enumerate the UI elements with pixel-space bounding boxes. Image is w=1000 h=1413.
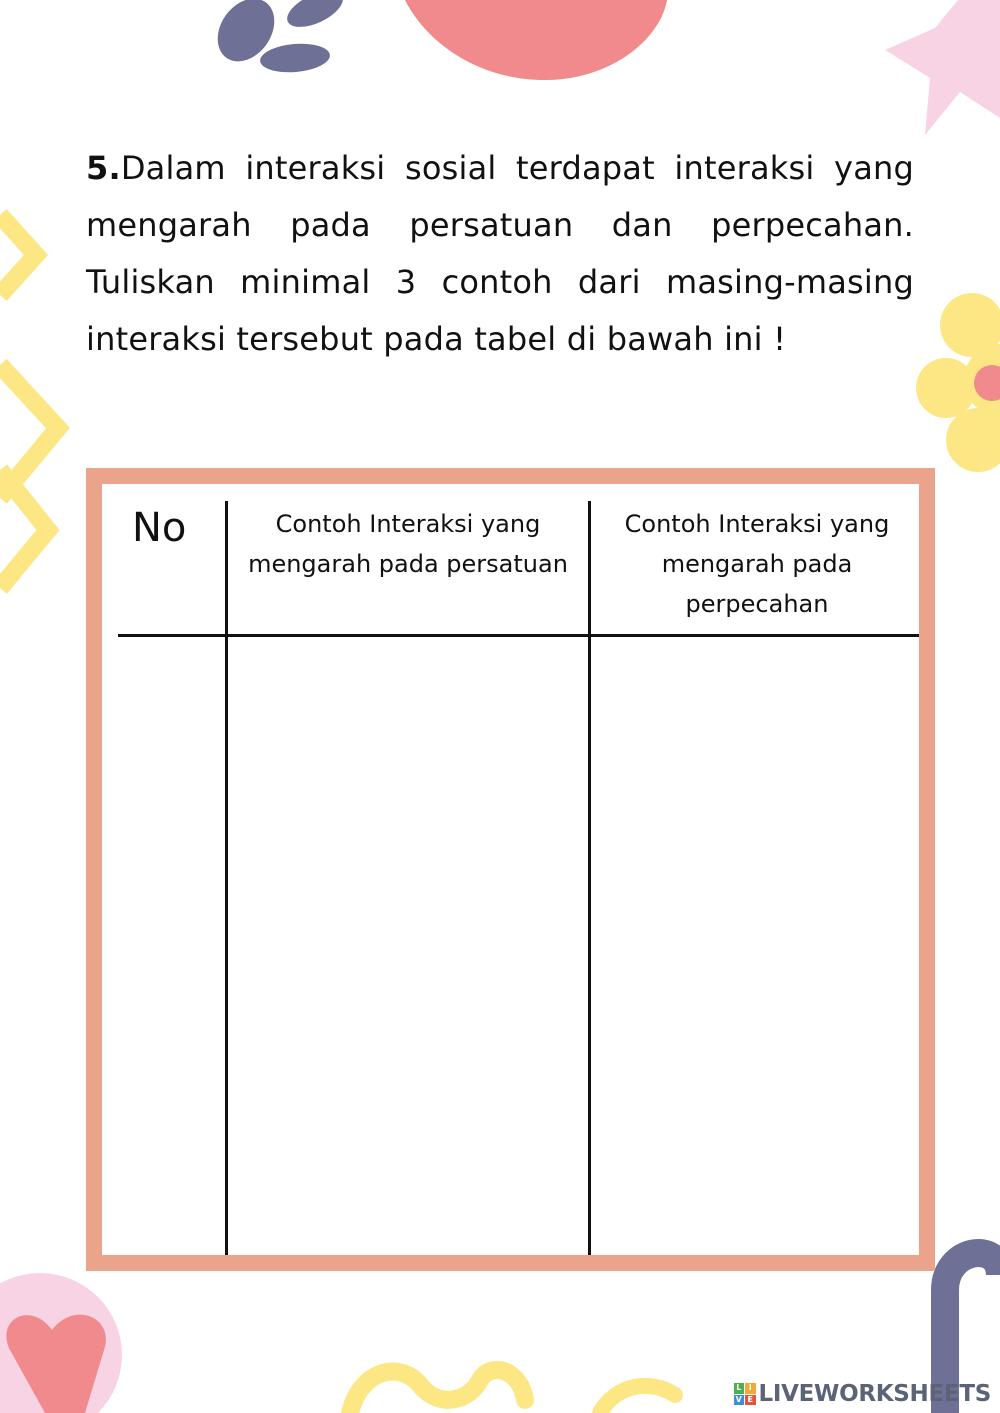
yellow-zigzag-shape [0,215,36,295]
column-divider-line [588,501,591,1255]
header-divider-line [118,634,919,637]
navy-leaf-shape [282,0,348,34]
yellow-zigzag-shape [0,365,58,498]
coral-blob-shape [405,0,667,80]
coral-heart-shape [6,1315,106,1413]
navy-leaf-shape [259,41,331,75]
question-text [86,140,914,368]
header-division-examples: Contoh Interaksi yang mengarah pada perpecahan [624,510,890,618]
answer-cell-division[interactable] [592,640,918,1255]
question-number: 5. [86,149,121,187]
yellow-squiggle-shape [600,1386,675,1413]
yellow-squiggle-shape [350,1370,525,1413]
answer-table-grid [102,484,919,1255]
brand-name: LIVEWORKSHEETS [758,1381,991,1407]
answer-table [86,468,935,1271]
question-body: Dalam interaksi sosial terdapat interaksi yang mengarah pada persatuan dan perpecahan. Tuliskan minimal 3 contoh dari masing-masing interaksi tersebut pada tabel di bawah ini ! [86,149,914,358]
header-no: No [132,505,187,551]
pink-star-shape [885,0,1000,135]
liveworksheets-watermark [734,1381,991,1407]
header-unity-examples: Contoh Interaksi yang mengarah pada persatuan [248,510,568,578]
yellow-flower-shape [916,293,1000,472]
yellow-zigzag-shape [0,470,48,588]
answer-cell-unity[interactable] [229,640,587,1255]
navy-leaf-shape [206,0,286,72]
liveworksheets-logo-icon: L I V E [734,1383,756,1405]
answer-cell-no[interactable] [118,640,224,1255]
column-divider-line [225,501,228,1255]
pink-circle-shape [0,1273,122,1413]
